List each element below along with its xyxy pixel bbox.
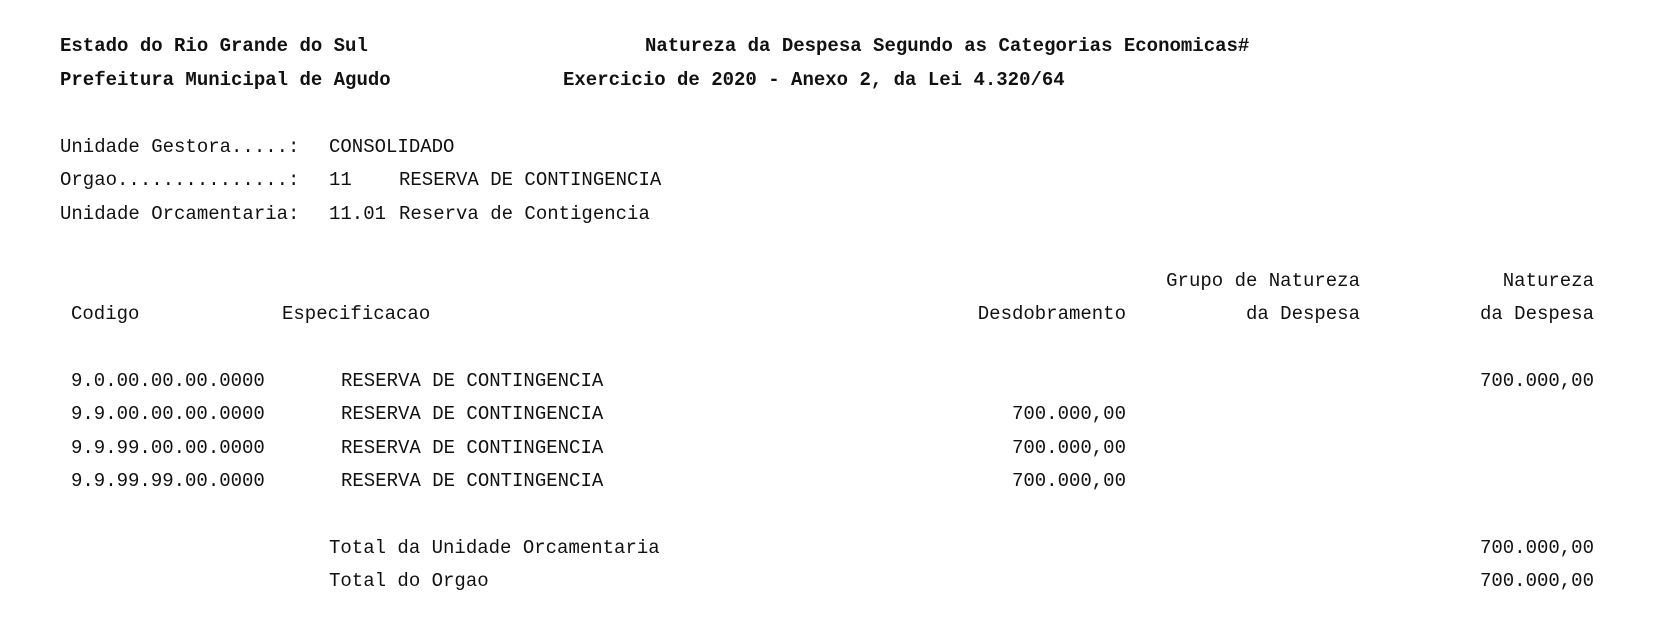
gestora-label: Unidade Gestora.....: xyxy=(60,136,300,158)
row-code: 9.0.00.00.00.0000 xyxy=(71,370,265,392)
header-natureza-line1: Natureza xyxy=(1502,270,1594,292)
row-code: 9.9.99.99.00.0000 xyxy=(71,470,265,492)
row-spec: RESERVA DE CONTINGENCIA xyxy=(341,370,604,392)
header-natureza-line2: da Despesa xyxy=(1479,303,1594,325)
orgao-label: Orgao...............: xyxy=(60,169,300,191)
total-orgao-value: 700.000,00 xyxy=(1479,570,1594,592)
total-unidade-value: 700.000,00 xyxy=(1479,537,1594,559)
header-especificacao: Especificacao xyxy=(282,303,431,325)
orcamentaria-name: Reserva de Contigencia xyxy=(399,203,650,225)
row-natureza: 700.000,00 xyxy=(1479,370,1594,392)
total-unidade-label: Total da Unidade Orcamentaria xyxy=(329,537,660,559)
header-grupo-line1: Grupo de Natureza xyxy=(1166,270,1360,292)
header-codigo: Codigo xyxy=(71,303,140,325)
row-code: 9.9.00.00.00.0000 xyxy=(71,403,265,425)
row-desdobramento: 700.000,00 xyxy=(1011,470,1126,492)
row-spec: RESERVA DE CONTINGENCIA xyxy=(341,403,604,425)
row-code: 9.9.99.00.00.0000 xyxy=(71,437,265,459)
orgao-code: 11 xyxy=(329,169,352,191)
report-subtitle: Exercicio de 2020 - Anexo 2, da Lei 4.320/64 xyxy=(563,69,1065,91)
orgao-name: RESERVA DE CONTINGENCIA xyxy=(399,169,662,191)
row-spec: RESERVA DE CONTINGENCIA xyxy=(341,437,604,459)
total-orgao-label: Total do Orgao xyxy=(329,570,489,592)
header-grupo-line2: da Despesa xyxy=(1245,303,1360,325)
row-desdobramento: 700.000,00 xyxy=(1011,437,1126,459)
gestora-value: CONSOLIDADO xyxy=(329,136,455,158)
orcamentaria-code: 11.01 xyxy=(329,203,387,225)
header-desdobramento: Desdobramento xyxy=(977,303,1126,325)
row-spec: RESERVA DE CONTINGENCIA xyxy=(341,470,604,492)
state-name: Estado do Rio Grande do Sul xyxy=(60,35,368,57)
municipality-name: Prefeitura Municipal de Agudo xyxy=(60,69,391,91)
report-title: Natureza da Despesa Segundo as Categorias Economicas# xyxy=(645,35,1250,57)
orcamentaria-label: Unidade Orcamentaria: xyxy=(60,203,300,225)
row-desdobramento: 700.000,00 xyxy=(1011,403,1126,425)
